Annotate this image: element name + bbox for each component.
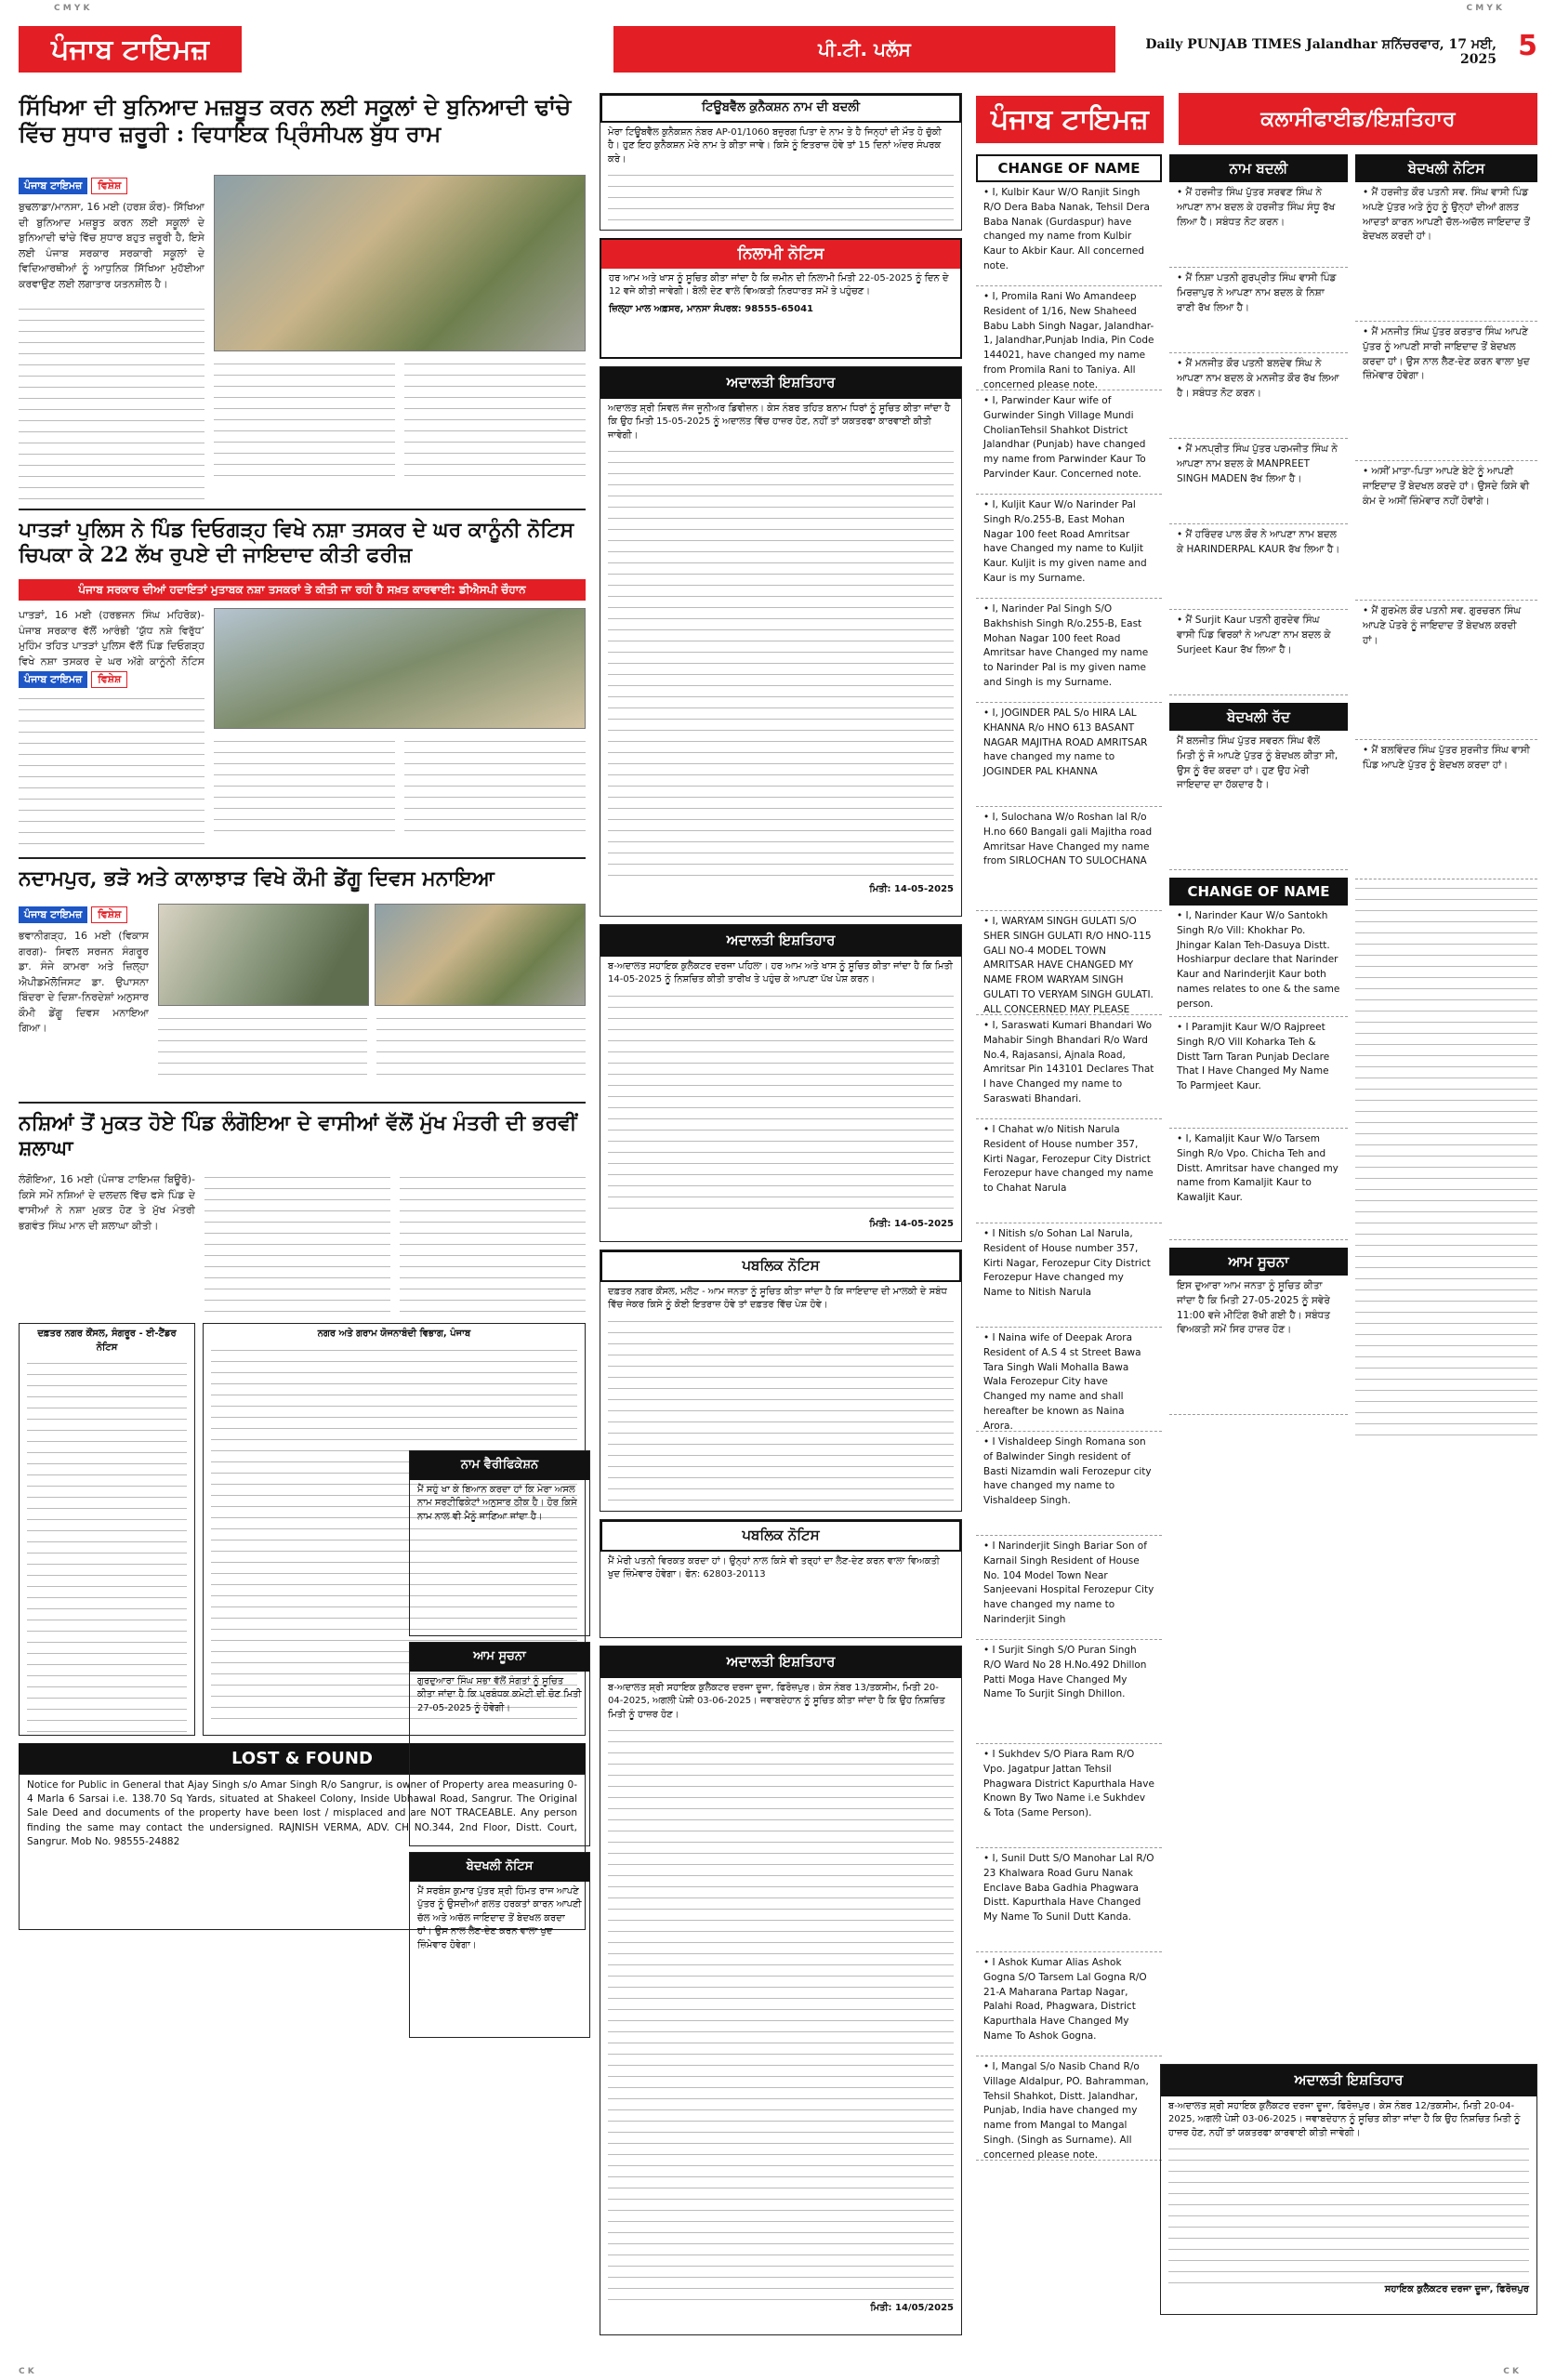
page-number: 5: [1518, 30, 1537, 62]
color-marks-top-right: C M Y K: [1466, 4, 1502, 13]
name-verification: ਨਾਮ ਵੈਰੀਫਿਕੇਸ਼ਨ ਮੈਂ ਸਹੁੰ ਖਾ ਕੇ ਬਿਆਨ ਕਰਦਾ ਹਾਂ ਕਿ ਮੇਰਾ ਅਸਲ ਨਾਮ ਸਰਟੀਫਿਕੇਟਾਂ ਅਨੁਸਾਰ ਠੀਕ ਹੈ। ਹੋਰ ਕਿਸੇ ਨਾਮ ਨਾਲ ਵੀ ਮੈਨੂੰ ਜਾਣਿਆ ਜਾਂਦਾ ਹੈ।: [409, 1450, 590, 1636]
right-column: [976, 93, 1537, 2161]
notice-item: • I, Sulochana W/o Roshan lal R/o H.no 660 Bangali gali Majitha road Amritsar Have Changed my name from SIRLOCHAN TO SULOCHANA: [976, 807, 1162, 911]
notice-item: • I, Kuljit Kaur W/o Narinder Pal Singh R/o.255-B, East Mohan Nagar 100 feet Road Amritsar have Changed my name to Kuljit Kaur. Kuljit is my given name and Kaur is my Surname.: [976, 495, 1162, 599]
story-drug-free-village: [19, 1102, 586, 1312]
notice-item: • I, Promila Rani Wo Amandeep Resident of 1/16, New Shaheed Babu Labh Singh Nagar, Jalandhar-1, Jalandhar,Punjab India, Pin Code 144021, have changed my name from Promila Rani to Taniya. All concerned please note.: [976, 286, 1162, 390]
story-tag: ਪੰਜਾਬ ਟਾਇਮਜ਼ ਵਿਸ਼ੇਸ਼: [19, 671, 127, 688]
notice-item: • ਮੈਂ ਹਰਜੀਤ ਕੌਰ ਪਤਨੀ ਸਵ. ਸਿੰਘ ਵਾਸੀ ਪਿੰਡ ਅਪਣੇ ਪੁੱਤਰ ਅਤੇ ਨੂੰਹ ਨੂੰ ਉਨ੍ਹਾਂ ਦੀਆਂ ਗਲਤ ਆਦਤਾਂ ਕਾਰਨ ਆਪਣੀ ਚੱਲ-ਅਚੱਲ ਜਾਇਦਾਦ ਤੋਂ ਬੇਦਖਲ ਕਰਦੀ ਹਾਂ।: [1355, 182, 1537, 322]
headline: ਨਸ਼ਿਆਂ ਤੋਂ ਮੁਕਤ ਹੋਏ ਪਿੰਡ ਲੰਗੋਇਆ ਦੇ ਵਾਸੀਆਂ ਵੱਲੋਂ ਮੁੱਖ ਮੰਤਰੀ ਦੀ ਭਰਵੀਂ ਸ਼ਲਾਘਾ: [19, 1111, 577, 1160]
story-body-col3: [400, 1172, 586, 1312]
aam-suchna-title: ਆਮ ਸੂਚਨਾ: [1169, 1248, 1348, 1276]
notice-item: • I Paramjit Kaur W/O Rajpreet Singh R/O Vill Koharka Teh & Distt Tarn Taran Punjab Declare That I Have Changed My Name To Parmjeet Kaur.: [1169, 1017, 1348, 1129]
notice-item: • I, Mangal S/o Nasib Chand R/o Village Aldalpur, PO. Bahramman, Tehsil Shahkot, Distt. Jalandhar, Punjab, India have changed my name from Mangal to Mangal Singh. (Singh as Surname). All concerned please note.: [976, 2056, 1162, 2161]
notice-item: • I, Kulbir Kaur W/O Ranjit Singh R/O Dera Baba Nanak, Tehsil Dera Baba Nanak (Gurdaspur) have changed my name from Kulbir Kaur to Akbir Kaur. All concerned note.: [976, 182, 1162, 286]
classified-logo: ਪੰਜਾਬ ਟਾਇਮਜ਼: [976, 96, 1164, 143]
notice-item: • I Narinderjit Singh Bariar Son of Karnail Singh Resident of House No. 104 Model Town Near Sanjeevani Hospital Ferozepur City have changed my name to Narinderjit Singh: [976, 1536, 1162, 1640]
tubewell-notice: ਟਿਊਬਵੈੱਲ ਕੁਨੈਕਸ਼ਨ ਨਾਮ ਦੀ ਬਦਲੀ ਮੇਰਾ ਟਿਊਬਵੈੱਲ ਕੁਨੈਕਸ਼ਨ ਨੰਬਰ AP-01/1060 ਬਜ਼ੁਰਗ ਪਿਤਾ ਦੇ ਨਾਮ ਤੇ ਹੈ ਜਿਨ੍ਹਾਂ ਦੀ ਮੌਤ ਹੋ ਚੁੱਕੀ ਹੈ। ਹੁਣ ਇਹ ਕੁਨੈਕਸ਼ਨ ਮੇਰੇ ਨਾਮ ਤੇ ਕੀਤਾ ਜਾਵੇ। ਕਿਸੇ ਨੂੰ ਇਤਰਾਜ਼ ਹੋਵੇ ਤਾਂ 15 ਦਿਨਾਂ ਅੰਦਰ ਸੰਪਰਕ ਕਰੇ।: [600, 93, 962, 231]
story-tag: ਪੰਜਾਬ ਟਾਇਮਜ਼ ਵਿਸ਼ੇਸ਼: [19, 906, 127, 923]
notice-item: • ਮੈਂ Surjit Kaur ਪਤਨੀ ਗੁਰਦੇਵ ਸਿੰਘ ਵਾਸੀ ਪਿੰਡ ਵਿਰਕਾਂ ਨੇ ਆਪਣਾ ਨਾਮ ਬਦਲ ਕੇ Surjeet Kaur ਰੱਖ ਲਿਆ ਹੈ।: [1169, 610, 1348, 695]
page-header: [19, 26, 1537, 73]
change-of-name-title: CHANGE OF NAME: [976, 154, 1162, 182]
bedakhli-more: [1355, 883, 1537, 1441]
story-lead: ਬੁਢਲਾਡਾ/ਮਾਨਸਾ, 16 ਮਈ (ਹਰਸ਼ ਕੌਰ)- ਸਿੱਖਿਆ ਦੀ ਬੁਨਿਆਦ ਮਜ਼ਬੂਤ ਕਰਨ ਲਈ ਸਕੂਲਾਂ ਦੇ ਬੁਨਿਆਦੀ ਢਾਂਚੇ ਵਿੱਚ ਸੁਧਾਰ ਬਹੁਤ ਜ਼ਰੂਰੀ ਹੈ, ਇਸੇ ਲਈ ਪੰਜਾਬ ਸਰਕਾਰ ਸਰਕਾਰੀ ਸਕੂਲਾਂ ਦੇ ਵਿਦਿਆਰਥੀਆਂ ਨੂੰ ਆਧੁਨਿਕ ਸਿੱਖਿਆ ਮੁਹੱਈਆ ਕਰਵਾਉਣ ਲਈ ਲਗਾਤਾਰ ਯਤਨਸ਼ੀਲ ਹੈ।: [19, 201, 204, 290]
middle-column: [600, 93, 962, 2335]
court-notice-2: ਅਦਾਲਤੀ ਇਸ਼ਤਿਹਾਰ ਬ-ਅਦਾਲਤ ਸਹਾਇਕ ਕੁਲੈਕਟਰ ਦਰਜਾ ਪਹਿਲਾ। ਹਰ ਆਮ ਅਤੇ ਖਾਸ ਨੂੰ ਸੂਚਿਤ ਕੀਤਾ ਜਾਂਦਾ ਹੈ ਕਿ ਮਿਤੀ 14-05-2025 ਨੂੰ ਨਿਸ਼ਚਿਤ ਕੀਤੀ ਤਾਰੀਖ ਤੇ ਪਹੁੰਚ ਕੇ ਆਪਣਾ ਪੱਖ ਪੇਸ਼ ਕਰਨ। ਮਿਤੀ: 14-05-2025: [600, 924, 962, 1242]
notice-item: • I Surjit Singh S/O Puran Singh R/O Ward No 28 H.No.492 Dhillon Patti Moga Have Changed My Name To Surjit Singh Dhillon.: [976, 1640, 1162, 1744]
notice-item: • ਮੈਂ ਮਨਜੀਤ ਸਿੰਘ ਪੁੱਤਰ ਕਰਤਾਰ ਸਿੰਘ ਆਪਣੇ ਪੁੱਤਰ ਨੂੰ ਆਪਣੀ ਸਾਰੀ ਜਾਇਦਾਦ ਤੋਂ ਬੇਦਖਲ ਕਰਦਾ ਹਾਂ। ਉਸ ਨਾਲ ਲੈਣ-ਦੇਣ ਕਰਨ ਵਾਲਾ ਖੁਦ ਜ਼ਿੰਮੇਵਾਰ ਹੋਵੇਗਾ।: [1355, 322, 1537, 461]
notice-item: • I, Narinder Pal Singh S/O Bakhshish Singh R/o.255-B, East Mohan Nagar 100 feet Road Amritsar have Changed my name to Narinder Pal is my given name and Singh is my Surname.: [976, 599, 1162, 703]
color-marks-top-left: C M Y K: [54, 4, 90, 13]
story-lead: ਪਾਤੜਾਂ, 16 ਮਈ (ਹਰਭਜਨ ਸਿੰਘ ਮਹਿਰੋਕ)- ਪੰਜਾਬ ਸਰਕਾਰ ਵੱਲੋਂ ਆਰੰਭੀ ‘ਯੁੱਧ ਨਸ਼ੇ ਵਿਰੁੱਧ’ ਮੁਹਿੰਮ ਤਹਿਤ ਪਾਤੜਾਂ ਪੁਲਿਸ ਵੱਲੋਂ ਪਿੰਡ ਦਿਓਗੜ੍ਹ ਵਿਖੇ ਨਸ਼ਾ ਤਸਕਰ ਦੇ ਘਰ ਅੱਗੇ ਕਾਨੂੰਨੀ ਨੋਟਿਸ: [19, 609, 204, 668]
change-of-name-list: [976, 182, 1162, 2161]
story-body: [19, 694, 204, 848]
classified-header: [976, 93, 1537, 145]
narrow-notices: [409, 1450, 590, 2038]
lost-found-body: Notice for Public in General that Ajay Singh s/o Amar Singh R/o Sangrur, is owner of Property area measuring 0-4 Marla 6 Sarsai i.e. 138.70 Sq Yards, situated at Shakeel Colony, Inside Ubhawal Road, Sangrur. The Original Sale Deed and documents of the property have been lost / misplaced and are NOT TRACEABLE. Any person finding the same may contact the undersigned. RAJNISH VERMA, ADV. CH NO.344, 2nd Floor, Distt. Court, Sangrur. Mob No. 98555-24882: [19, 1774, 586, 1930]
notice-item: • ਮੈਂ ਹਰਿੰਦਰ ਪਾਲ ਕੌਰ ਨੇ ਆਪਣਾ ਨਾਮ ਬਦਲ ਕੇ HARINDERPAL KAUR ਰੱਖ ਲਿਆ ਹੈ।: [1169, 524, 1348, 610]
notice-item: • I, Saraswati Kumari Bhandari Wo Mahabir Singh Bhandari R/o Ward No.4, Rajasansi, Ajnala Road, Amritsar Pin 143101 Declares That I have Changed my name to Saraswati Bhandari.: [976, 1015, 1162, 1119]
change-of-name-section: [976, 154, 1162, 2161]
notice-item: • I, Narinder Kaur W/o Santokh Singh R/o Vill: Khokhar Po. Jhingar Kalan Teh-Dasuya Distt. Hoshiarpur declare that Narinder Kaur and Narinderjit Kaur both names relates to one & the same person.: [1169, 906, 1348, 1017]
story-body-col3: [404, 359, 586, 485]
notice-item: • I Naina wife of Deepak Arora Resident of A.S 4 st Street Bawa Tara Singh Wali Mohalla Bawa Wala Ferozepur City have Changed my name and shall hereafter be known as Naina Arora.: [976, 1328, 1162, 1432]
notice-item: • I Nitish s/o Sohan Lal Narula, Resident of House number 357, Kirti Nagar, Ferozepur City District Ferozepur Have changed my Name to Nitish Narula: [976, 1223, 1162, 1328]
bedakhli-middle: ਬੇਦਖਲੀ ਨੋਟਿਸ ਮੈਂ ਸਰਬੰਸ ਕੁਮਾਰ ਪੁੱਤਰ ਸ਼੍ਰੀ ਹਿੰਮਤ ਰਾਜ ਆਪਣੇ ਪੁੱਤਰ ਨੂੰ ਉਸਦੀਆਂ ਗਲਤ ਹਰਕਤਾਂ ਕਾਰਨ ਆਪਣੀ ਚੱਲ ਅਤੇ ਅਚੱਲ ਜਾਇਦਾਦ ਤੋਂ ਬੇਦਖਲ ਕਰਦਾ ਹਾਂ। ਉਸ ਨਾਲ ਲੈਣ-ਦੇਣ ਕਰਨ ਵਾਲਾ ਖੁਦ ਜ਼ਿੰਮੇਵਾਰ ਹੋਵੇਗਾ।: [409, 1852, 590, 2038]
classified-section-title: ਕਲਾਸੀਫਾਈਡ/ਇਸ਼ਤਿਹਾਰ: [1179, 93, 1537, 145]
story-body-col2: [158, 1013, 367, 1084]
notice-item: • I Ashok Kumar Alias Ashok Gogna S/O Tarsem Lal Gogna R/O 21-A Maharana Partap Nagar, Palahi Road, Phagwara, District Kapurthala Have Changed My Name To Ashok Gogna.: [976, 1952, 1162, 2056]
story-photo-1: [158, 904, 369, 1006]
lost-found-title: LOST & FOUND: [19, 1743, 586, 1774]
story-lead: ਭਵਾਨੀਗੜ੍ਹ, 16 ਮਈ (ਵਿਕਾਸ ਗਰਗ)- ਸਿਵਲ ਸਰਜਨ ਸੰਗਰੂਰ ਡਾ. ਸੰਜੇ ਕਾਮਰਾ ਅਤੇ ਜ਼ਿਲ੍ਹਾ ਐਪੀਡਮੋਲੋਜਿਸਟ ਡਾ. ਉਪਾਸਨਾ ਬਿੰਦਰਾ ਦੇ ਦਿਸ਼ਾ-ਨਿਰਦੇਸ਼ਾਂ ਅਨੁਸਾਰ ਕੌਮੀ ਡੇਂਗੂ ਦਿਵਸ ਮਨਾਇਆ ਗਿਆ।: [19, 930, 149, 1034]
story-body-col3: [404, 736, 586, 840]
notice-item: • ਮੈਂ ਮਨਜੀਤ ਕੌਰ ਪਤਨੀ ਬਲਦੇਵ ਸਿੰਘ ਨੇ ਆਪਣਾ ਨਾਮ ਬਦਲ ਕੇ ਮਨਜੀਤ ਕੌਰ ਰੱਖ ਲਿਆ ਹੈ। ਸਬੰਧਤ ਨੋਟ ਕਰਨ।: [1169, 353, 1348, 439]
notice-item: • I, JOGINDER PAL S/o HIRA LAL KHANNA R/o HNO 613 BASANT NAGAR MAJITHA ROAD AMRITSAR have changed my name to JOGINDER PAL KHANNA: [976, 703, 1162, 807]
notice-item: • ਮੈਂ ਮਨਪ੍ਰੀਤ ਸਿੰਘ ਪੁੱਤਰ ਪਰਮਜੀਤ ਸਿੰਘ ਨੇ ਆਪਣਾ ਨਾਮ ਬਦਲ ਕੇ MANPREET SINGH MADEN ਰੱਖ ਲਿਆ ਹੈ।: [1169, 439, 1348, 524]
headline: ਪਾਤੜਾਂ ਪੁਲਿਸ ਨੇ ਪਿੰਡ ਦਿਓਗੜ੍ਹ ਵਿਖੇ ਨਸ਼ਾ ਤਸਕਰ ਦੇ ਘਰ ਕਾਨੂੰਨੀ ਨੋਟਿਸ ਚਿਪਕਾ ਕੇ 22 ਲੱਖ ਰੁਪਏ ਦੀ ਜਾਇਦਾਦ ਕੀਤੀ ਫਰੀਜ਼: [19, 518, 574, 567]
story-body-col2: [204, 1172, 390, 1312]
tender-notice: ਦਫ਼ਤਰ ਨਗਰ ਕੌਂਸਲ, ਸੰਗਰੂਰ - ਈ-ਟੈਂਡਰ ਨੋਟਿਸ: [19, 1323, 195, 1736]
notice-item: • I Sukhdev S/O Piara Ram R/O Vpo. Jagatpur Jattan Tehsil Phagwara District Kapurthala Have Known By Two Name i.e Sukhdev & Tota (Same Person).: [976, 1744, 1162, 1848]
change-of-name-title-2: CHANGE OF NAME: [1169, 878, 1348, 906]
story-dengue-day: [19, 857, 586, 1092]
court-notice-3: ਅਦਾਲਤੀ ਇਸ਼ਤਿਹਾਰ ਬ-ਅਦਾਲਤ ਸ਼੍ਰੀ ਸਹਾਇਕ ਕੁਲੈਕਟਰ ਦਰਜਾ ਦੂਜਾ, ਫਿਰੋਜ਼ਪੁਰ। ਕੇਸ ਨੰਬਰ 13/ਤਕਸੀਮ, ਮਿਤੀ 20-04-2025, ਅਗਲੀ ਪੇਸ਼ੀ 03-06-2025। ਜਵਾਬਦੇਹਾਨ ਨੂੰ ਸੂਚਿਤ ਕੀਤਾ ਜਾਂਦਾ ਹੈ ਕਿ ਉਹ ਨਿਸ਼ਚਿਤ ਮਿਤੀ ਨੂੰ ਹਾਜ਼ਰ ਹੋਣ। ਮਿਤੀ: 14/05/2025: [600, 1646, 962, 2335]
headline: ਨਦਾਮਪੁਰ, ਭੜੋ ਅਤੇ ਕਾਲਾਝਾੜ ਵਿਖੇ ਕੌਮੀ ਡੇਂਗੂ ਦਿਵਸ ਮਨਾਇਆ: [19, 866, 494, 891]
story-drug-property: [19, 509, 586, 848]
story-subhead-banner: ਪੰਜਾਬ ਸਰਕਾਰ ਦੀਆਂ ਹਦਾਇਤਾਂ ਮੁਤਾਬਕ ਨਸ਼ਾ ਤਸਕਰਾਂ ਤੇ ਕੀਤੀ ਜਾ ਰਹੀ ਹੈ ਸਖ਼ਤ ਕਾਰਵਾਈ: ਡੀਐਸਪੀ ਚੌਹਾਨ: [19, 579, 586, 601]
notice-item: • ਮੈਂ ਬਲਵਿੰਦਰ ਸਿੰਘ ਪੁੱਤਰ ਸੁਰਜੀਤ ਸਿੰਘ ਵਾਸੀ ਪਿੰਡ ਆਪਣੇ ਪੁੱਤਰ ਨੂੰ ਬੇਦਖਲ ਕਰਦਾ ਹਾਂ।: [1355, 740, 1537, 879]
notice-item: • I, Sunil Dutt S/O Manohar Lal R/O 23 Khalwara Road Guru Nanak Enclave Baba Gadhia Phagwara Distt. Kapurthala Have Changed My Name To Sunil Dutt Kanda.: [976, 1848, 1162, 1952]
story-body: [19, 304, 204, 499]
planning-notice: ਨਗਰ ਅਤੇ ਗਰਾਮ ਯੋਜਨਾਬੰਦੀ ਵਿਭਾਗ, ਪੰਜਾਬ: [203, 1323, 586, 1736]
story-body-col2: [214, 359, 395, 485]
notice-item: • ਮੈਂ ਗੁਰਮੇਲ ਕੌਰ ਪਤਨੀ ਸਵ. ਗੁਰਚਰਨ ਸਿੰਘ ਆਪਣੇ ਪੋਤਰੇ ਨੂੰ ਜਾਇਦਾਦ ਤੋਂ ਬੇਦਖਲ ਕਰਦੀ ਹਾਂ।: [1355, 601, 1537, 740]
notice-item: • I, WARYAM SINGH GULATI S/O SHER SINGH GULATI R/O HNO-115 GALI NO-4 MODEL TOWN AMRITSAR HAVE CHANGED MY NAME FROM WARYAM SINGH GULATI TO VERYAM SINGH GULATI. ALL CONCERNED MAY PLEASE: [976, 911, 1162, 1015]
court-notice-1: ਅਦਾਲਤੀ ਇਸ਼ਤਿਹਾਰ ਅਦਾਲਤ ਸ਼੍ਰੀ ਸਿਵਲ ਜੱਜ ਜੂਨੀਅਰ ਡਿਵੀਜ਼ਨ। ਕੇਸ ਨੰਬਰ ਤਹਿਤ ਬਨਾਮ ਧਿਰਾਂ ਨੂੰ ਸੂਚਿਤ ਕੀਤਾ ਜਾਂਦਾ ਹੈ ਕਿ ਉਹ ਮਿਤੀ 15-05-2025 ਨੂੰ ਅਦਾਲਤ ਵਿੱਚ ਹਾਜ਼ਰ ਹੋਣ, ਨਹੀਂ ਤਾਂ ਯਕਤਰਫਾ ਕਾਰਵਾਈ ਕੀਤੀ ਜਾਵੇਗੀ। ਮਿਤੀ: 14-05-2025: [600, 366, 962, 917]
edition-date: Daily PUNJAB TIMES Jalandhar ਸ਼ਨਿੱਚਰਵਾਰ, 17 ਮਈ, 2025: [1145, 37, 1497, 67]
bedakhli-rad-body: ਮੈਂ ਬਲਜੀਤ ਸਿੰਘ ਪੁੱਤਰ ਸਵਰਨ ਸਿੰਘ ਵੱਲੋਂ ਮਿਤੀ ਨੂੰ ਜੋ ਆਪਣੇ ਪੁੱਤਰ ਨੂੰ ਬੇਦਖਲ ਕੀਤਾ ਸੀ, ਉਸ ਨੂੰ ਰੱਦ ਕਰਦਾ ਹਾਂ। ਹੁਣ ਉਹ ਮੇਰੀ ਜਾਇਦਾਦ ਦਾ ਹੱਕਦਾਰ ਹੈ।: [1169, 731, 1348, 870]
section-title: ਪੀ.ਟੀ. ਪਲੱਸ: [613, 26, 1115, 73]
story-education: [19, 93, 586, 499]
bedakhli-title: ਬੇਦਖਲੀ ਨੋਟਿਸ: [1355, 154, 1537, 182]
notice-item: • I, Kamaljit Kaur W/o Tarsem Singh R/o Vpo. Chicha Teh and Distt. Amritsar have changed my name from Kamaljit Kaur to Kawaljit Kaur.: [1169, 1129, 1348, 1240]
right-court-notice: ਅਦਾਲਤੀ ਇਸ਼ਤਿਹਾਰ ਬ-ਅਦਾਲਤ ਸ਼੍ਰੀ ਸਹਾਇਕ ਕੁਲੈਕਟਰ ਦਰਜਾ ਦੂਜਾ, ਫਿਰੋਜ਼ਪੁਰ। ਕੇਸ ਨੰਬਰ 12/ਤਕਸੀਮ, ਮਿਤੀ 20-04-2025, ਅਗਲੀ ਪੇਸ਼ੀ 03-06-2025। ਜਵਾਬਦੇਹਾਨ ਨੂੰ ਸੂਚਿਤ ਕੀਤਾ ਜਾਂਦਾ ਹੈ ਕਿ ਉਹ ਨਿਸ਼ਚਿਤ ਮਿਤੀ ਨੂੰ ਹਾਜ਼ਰ ਹੋਣ, ਨਹੀਂ ਤਾਂ ਯਕਤਰਫਾ ਕਾਰਵਾਈ ਕੀਤੀ ਜਾਵੇਗੀ। ਸਹਾਇਕ ਕੁਲੈਕਟਰ ਦਰਜਾ ਦੂਜਾ, ਫਿਰੋਜ਼ਪੁਰ: [1160, 2064, 1537, 2315]
notice-item: • ਮੈਂ ਨਿਸ਼ਾ ਪਤਨੀ ਗੁਰਪ੍ਰੀਤ ਸਿੰਘ ਵਾਸੀ ਪਿੰਡ ਮਿਰਜ਼ਾਪੁਰ ਨੇ ਆਪਣਾ ਨਾਮ ਬਦਲ ਕੇ ਨਿਸ਼ਾ ਰਾਣੀ ਰੱਖ ਲਿਆ ਹੈ।: [1169, 268, 1348, 353]
notice-item: • I Vishaldeep Singh Romana son of Balwinder Singh resident of Basti Nizamdin wali Ferozepur city have changed my name to Vishaldeep Singh.: [976, 1432, 1162, 1536]
public-notice-1: ਪਬਲਿਕ ਨੋਟਿਸ ਦਫ਼ਤਰ ਨਗਰ ਕੌਂਸਲ, ਮਲੋਟ - ਆਮ ਜਨਤਾ ਨੂੰ ਸੂਚਿਤ ਕੀਤਾ ਜਾਂਦਾ ਹੈ ਕਿ ਜਾਇਦਾਦ ਦੀ ਮਾਲਕੀ ਦੇ ਸਬੰਧ ਵਿੱਚ ਜੇਕਰ ਕਿਸੇ ਨੂੰ ਕੋਈ ਇਤਰਾਜ਼ ਹੋਵੇ ਤਾਂ ਦਫ਼ਤਰ ਵਿੱਚ ਪੇਸ਼ ਹੋਵੇ।: [600, 1250, 962, 1512]
naam-badli-list: [1169, 182, 1348, 695]
auction-notice: ਨਿਲਾਮੀ ਨੋਟਿਸ ਹਰ ਆਮ ਅਤੇ ਖਾਸ ਨੂੰ ਸੂਚਿਤ ਕੀਤਾ ਜਾਂਦਾ ਹੈ ਕਿ ਜ਼ਮੀਨ ਦੀ ਨਿਲਾਮੀ ਮਿਤੀ 22-05-2025 ਨੂੰ ਦਿਨ ਦੇ 12 ਵਜੇ ਕੀਤੀ ਜਾਵੇਗੀ। ਬੋਲੀ ਦੇਣ ਵਾਲੇ ਵਿਅਕਤੀ ਨਿਰਧਾਰਤ ਸਮੇਂ ਤੇ ਪਹੁੰਚਣ। ਜ਼ਿਲ੍ਹਾ ਮਾਲ ਅਫ਼ਸਰ, ਮਾਨਸਾ ਸੰਪਰਕ: 98555-65041: [600, 238, 962, 359]
naam-badli-title: ਨਾਮ ਬਦਲੀ: [1169, 154, 1348, 182]
notice-item: • I Chahat w/o Nitish Narula Resident of House number 357, Kirti Nagar, Ferozepur City District Ferozepur have changed my name to Chahat Narula: [976, 1119, 1162, 1223]
bedakhli-rad-title: ਬੇਦਖਲੀ ਰੱਦ: [1169, 703, 1348, 731]
aam-suchna-body: ਇਸ ਦੁਆਰਾ ਆਮ ਜਨਤਾ ਨੂੰ ਸੂਚਿਤ ਕੀਤਾ ਜਾਂਦਾ ਹੈ ਕਿ ਮਿਤੀ 27-05-2025 ਨੂੰ ਸਵੇਰੇ 11:00 ਵਜੇ ਮੀਟਿੰਗ ਰੱਖੀ ਗਈ ਹੈ। ਸਬੰਧਤ ਵਿਅਕਤੀ ਸਮੇਂ ਸਿਰ ਹਾਜ਼ਰ ਹੋਣ।: [1169, 1276, 1348, 1415]
story-lead: ਲੰਗੋਇਆ, 16 ਮਈ (ਪੰਜਾਬ ਟਾਇਮਜ਼ ਬਿਊਰੋ)- ਕਿਸੇ ਸਮੇਂ ਨਸ਼ਿਆਂ ਦੇ ਦਲਦਲ ਵਿੱਚ ਫਸੇ ਪਿੰਡ ਦੇ ਵਾਸੀਆਂ ਨੇ ਨਸ਼ਾ ਮੁਕਤ ਹੋਣ ਤੇ ਮੁੱਖ ਮੰਤਰੀ ਭਗਵੰਤ ਸਿੰਘ ਮਾਨ ਦੀ ਸ਼ਲਾਘਾ ਕੀਤੀ।: [19, 1173, 195, 1232]
story-body-col3: [376, 1013, 586, 1084]
public-notice-2: ਪਬਲਿਕ ਨੋਟਿਸ ਮੈਂ ਮੇਰੀ ਪਤਨੀ ਵਿਰਕਤ ਕਰਦਾ ਹਾਂ। ਉਨ੍ਹਾਂ ਨਾਲ ਕਿਸੇ ਵੀ ਤਰ੍ਹਾਂ ਦਾ ਲੈਣ-ਦੇਣ ਕਰਨ ਵਾਲਾ ਵਿਅਕਤੀ ਖੁਦ ਜ਼ਿੰਮੇਵਾਰ ਹੋਵੇਗਾ। ਫੋਨ: 62803-20113: [600, 1519, 962, 1638]
story-tag: ਪੰਜਾਬ ਟਾਇਮਜ਼ ਵਿਸ਼ੇਸ਼: [19, 178, 127, 194]
color-marks-bottom-right: C K: [1503, 2367, 1519, 2376]
story-photo: [214, 175, 586, 351]
bedakhli-section: [1355, 154, 1537, 2161]
story-photo-2: [375, 904, 586, 1006]
name-change-punjabi-section: [1169, 154, 1348, 2161]
headline: ਸਿੱਖਿਆ ਦੀ ਬੁਨਿਆਦ ਮਜ਼ਬੂਤ ਕਰਨ ਲਈ ਸਕੂਲਾਂ ਦੇ ਬੁਨਿਆਦੀ ਢਾਂਚੇ ਵਿੱਚ ਸੁਧਾਰ ਜ਼ਰੂਰੀ : ਵਿਧਾਇਕ ਪ੍ਰਿੰਸੀਪਲ ਬੁੱਧ ਰਾਮ: [19, 93, 572, 148]
notice-item: • I, Parwinder Kaur wife of Gurwinder Singh Village Mundi CholianTehsil Shahkot District Jalandhar (Punjab) have changed my name from Parwinder Kaur To Parvinder Kaur. Concerned note.: [976, 390, 1162, 495]
aam-suchna-middle: ਆਮ ਸੂਚਨਾ ਗੁਰਦੁਆਰਾ ਸਿੰਘ ਸਭਾ ਵੱਲੋਂ ਸੰਗਤਾਂ ਨੂੰ ਸੂਚਿਤ ਕੀਤਾ ਜਾਂਦਾ ਹੈ ਕਿ ਪ੍ਰਬੰਧਕ ਕਮੇਟੀ ਦੀ ਚੋਣ ਮਿਤੀ 27-05-2025 ਨੂੰ ਹੋਵੇਗੀ।: [409, 1642, 590, 1846]
bedakhli-list: [1355, 182, 1537, 879]
color-marks-bottom-left: C K: [19, 2367, 34, 2376]
story-body-col2: [214, 736, 395, 840]
notice-item: • ਮੈਂ ਹਰਜੀਤ ਸਿੰਘ ਪੁੱਤਰ ਸਰਵਣ ਸਿੰਘ ਨੇ ਆਪਣਾ ਨਾਮ ਬਦਲ ਕੇ ਹਰਜੀਤ ਸਿੰਘ ਸੰਧੂ ਰੱਖ ਲਿਆ ਹੈ। ਸਬੰਧਤ ਨੋਟ ਕਰਨ।: [1169, 182, 1348, 268]
notice-item: • ਅਸੀਂ ਮਾਤਾ-ਪਿਤਾ ਆਪਣੇ ਬੇਟੇ ਨੂੰ ਆਪਣੀ ਜਾਇਦਾਦ ਤੋਂ ਬੇਦਖਲ ਕਰਦੇ ਹਾਂ। ਉਸਦੇ ਕਿਸੇ ਵੀ ਕੰਮ ਦੇ ਅਸੀਂ ਜ਼ਿੰਮੇਵਾਰ ਨਹੀਂ ਹੋਵਾਂਗੇ।: [1355, 461, 1537, 601]
story-photo: [214, 608, 586, 729]
change-of-name-list-2: [1169, 906, 1348, 1240]
masthead-logo: ਪੰਜਾਬ ਟਾਇਮਜ਼: [19, 26, 242, 73]
